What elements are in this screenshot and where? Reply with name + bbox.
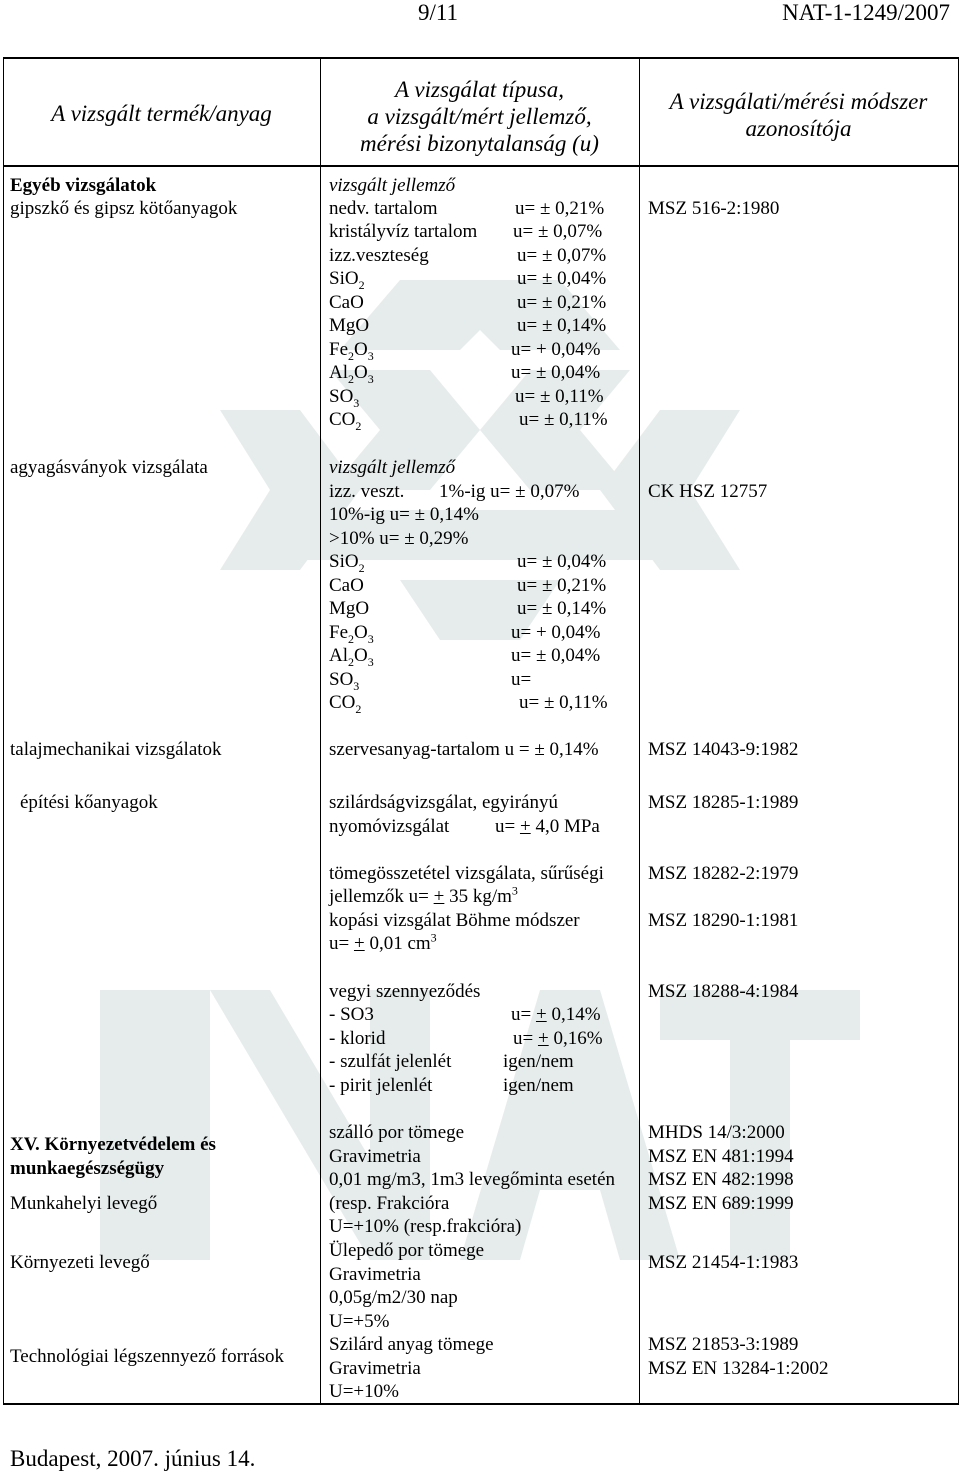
method-id: MSZ 516-2:1980: [648, 198, 780, 219]
char-label: $SO_3$: [329, 669, 360, 693]
char-line: Gravimetria: [329, 1358, 421, 1379]
char-label: SiO$_2$: [329, 551, 365, 575]
char-uncertainty: u= ± 0,04%: [511, 645, 601, 666]
material-soil-mechanics: talajmechanikai vizsgálatok: [10, 739, 222, 760]
char-line: kopási vizsgálat Böhme módszer: [329, 910, 580, 931]
char-label: MgO: [329, 598, 370, 619]
char-line: U=+10% (resp.frakcióra): [329, 1216, 522, 1237]
char-uncertainty: u= ± 0,21%: [515, 198, 605, 219]
category-other-tests: Egyéb vizsgálatok: [10, 175, 157, 196]
table-column-divider-2: [639, 57, 640, 1405]
char-line: Szilárd anyag tömege: [329, 1334, 494, 1355]
char-uncertainty: u= ± 0,11%: [515, 386, 604, 407]
char-label: $Fe_2O_3$: [329, 622, 374, 646]
char-label: nedv. tartalom: [329, 198, 438, 219]
char-uncertainty: u= + 0,04%: [511, 339, 601, 360]
char-line: Gravimetria: [329, 1146, 421, 1167]
material-workplace-air: Munkahelyi levegő: [10, 1193, 158, 1214]
char-label: CaO: [329, 292, 364, 313]
char-organic-content: szervesanyag-tartalom u = ± 0,14%: [329, 739, 599, 760]
char-line: 0,01 mg/m3, 1m3 levegőminta esetén: [329, 1169, 616, 1190]
column-header-material: A vizsgált termék/anyag: [51, 101, 272, 126]
char-uncertainty: u= + 0,04%: [511, 622, 601, 643]
method-id: MSZ 21853-3:1989: [648, 1334, 799, 1355]
char-uncertainty: u= + 0,16%: [513, 1028, 603, 1049]
char-uncertainty: u= ± 0,14%: [517, 315, 607, 336]
method-id: MSZ 18282-2:1979: [648, 863, 799, 884]
section-intro: vizsgált jellemző: [329, 457, 456, 478]
table-top-border: [3, 57, 959, 59]
char-line: nyomóvizsgálat: [329, 816, 450, 837]
char-uncertainty: >10% u= ± 0,29%: [329, 528, 469, 549]
char-line: - SO3: [329, 1004, 374, 1025]
table-column-divider-1: [320, 57, 321, 1405]
char-uncertainty: u= ± 0,21%: [517, 575, 607, 596]
char-line: tömegösszetétel vizsgálata, sűrűségi: [329, 863, 604, 884]
char-line: U=+10%: [329, 1381, 399, 1402]
column-header-method: A vizsgálati/mérési módszer azonosítója: [669, 89, 928, 141]
footer-place-date: Budapest, 2007. június 14.: [10, 1446, 256, 1471]
char-uncertainty: 1%-ig u= ± 0,07%: [439, 481, 580, 502]
char-line: U=+5%: [329, 1311, 390, 1332]
char-uncertainty: u= ± 0,11%: [519, 409, 608, 430]
method-id: MSZ 18290-1:1981: [648, 910, 799, 931]
char-line: - pirit jelenlét: [329, 1075, 433, 1096]
column-header-test-type: A vizsgálat típusa, a vizsgált/mért jellemző, mérési bizonytalanság (u): [360, 77, 599, 156]
char-uncertainty: u=: [511, 669, 532, 690]
method-id: MSZ 14043-9:1982: [648, 739, 799, 760]
method-id: MSZ 18288-4:1984: [648, 981, 799, 1002]
char-label: $Fe_2O_3$: [329, 339, 374, 363]
table-left-border: [3, 57, 4, 1405]
document-id: NAT-1-1249/2007: [782, 0, 950, 25]
char-line: szilárdságvizsgálat, egyirányú: [329, 792, 558, 813]
method-id: MSZ EN 689:1999: [648, 1193, 794, 1214]
char-label: $CO_2$: [329, 409, 362, 433]
char-uncertainty: u= ± 0,04%: [517, 551, 607, 572]
material-building-stones: építési kőanyagok: [20, 792, 158, 813]
char-line: - klorid: [329, 1028, 386, 1049]
method-id: CK HSZ 12757: [648, 481, 768, 502]
method-id: MSZ 18285-1:1989: [648, 792, 799, 813]
char-label: izz.veszteség: [329, 245, 429, 266]
char-label: $SO_3$: [329, 386, 360, 410]
char-value: igen/nem: [503, 1075, 574, 1096]
table-right-border: [958, 57, 959, 1405]
char-uncertainty: u= ± 0,04%: [511, 362, 601, 383]
char-line: (resp. Frakcióra: [329, 1193, 450, 1214]
material-gypsum: gipszkő és gipsz kötőanyagok: [10, 198, 238, 219]
char-label: kristályvíz tartalom: [329, 221, 478, 242]
material-ambient-air: Környezeti levegő: [10, 1252, 150, 1273]
char-line: Gravimetria: [329, 1264, 421, 1285]
method-id: MSZ 21454-1:1983: [648, 1252, 799, 1273]
char-uncertainty: u= ± 0,11%: [519, 692, 608, 713]
char-uncertainty: u= ± 0,07%: [517, 245, 607, 266]
method-id: MSZ EN 13284-1:2002: [648, 1358, 829, 1379]
char-label: $Al_2O_3$: [329, 362, 374, 386]
char-label: MgO: [329, 315, 370, 336]
section-title-environment: munkaegészségügy: [10, 1158, 165, 1179]
char-line: jellemzők u= + 35 $kg/m^3$: [329, 883, 518, 907]
char-uncertainty: u= + 0,14%: [511, 1004, 601, 1025]
char-uncertainty: u= ± 0,07%: [513, 221, 603, 242]
char-uncertainty: u= + 4,0 MPa: [495, 816, 600, 837]
char-uncertainty: u= ± 0,14%: [517, 598, 607, 619]
char-label: CaO: [329, 575, 364, 596]
method-id: MHDS 14/3:2000: [648, 1122, 785, 1143]
table-header-border: [3, 165, 959, 167]
char-uncertainty: u= ± 0,04%: [517, 268, 607, 289]
char-label: izz. veszt.: [329, 481, 405, 502]
method-id: MSZ EN 481:1994: [648, 1146, 794, 1167]
char-line: 0,05g/m2/30 nap: [329, 1287, 458, 1308]
char-line: Ülepedő por tömege: [329, 1240, 485, 1261]
section-title-environment: XV. Környezetvédelem és: [10, 1134, 216, 1155]
char-uncertainty: 10%-ig u= ± 0,14%: [329, 504, 479, 525]
material-clay-minerals: agyagásványok vizsgálata: [10, 457, 208, 478]
char-label: $CO_2$: [329, 692, 362, 716]
page-number: 9/11: [418, 0, 459, 25]
method-id: MSZ EN 482:1998: [648, 1169, 794, 1190]
char-uncertainty: u= ± 0,21%: [517, 292, 607, 313]
char-line: u= + 0,01 $cm^3$: [329, 930, 437, 954]
char-line: vegyi szennyeződés: [329, 981, 481, 1002]
char-line: - szulfát jelenlét: [329, 1051, 452, 1072]
char-label: SiO$_2$: [329, 268, 365, 292]
section-intro: vizsgált jellemző: [329, 175, 456, 196]
table-bottom-border: [3, 1403, 959, 1405]
material-emission-sources: Technológiai légszennyező források: [10, 1346, 285, 1367]
char-value: igen/nem: [503, 1051, 574, 1072]
char-label: $Al_2O_3$: [329, 645, 374, 669]
char-line: szálló por tömege: [329, 1122, 465, 1143]
